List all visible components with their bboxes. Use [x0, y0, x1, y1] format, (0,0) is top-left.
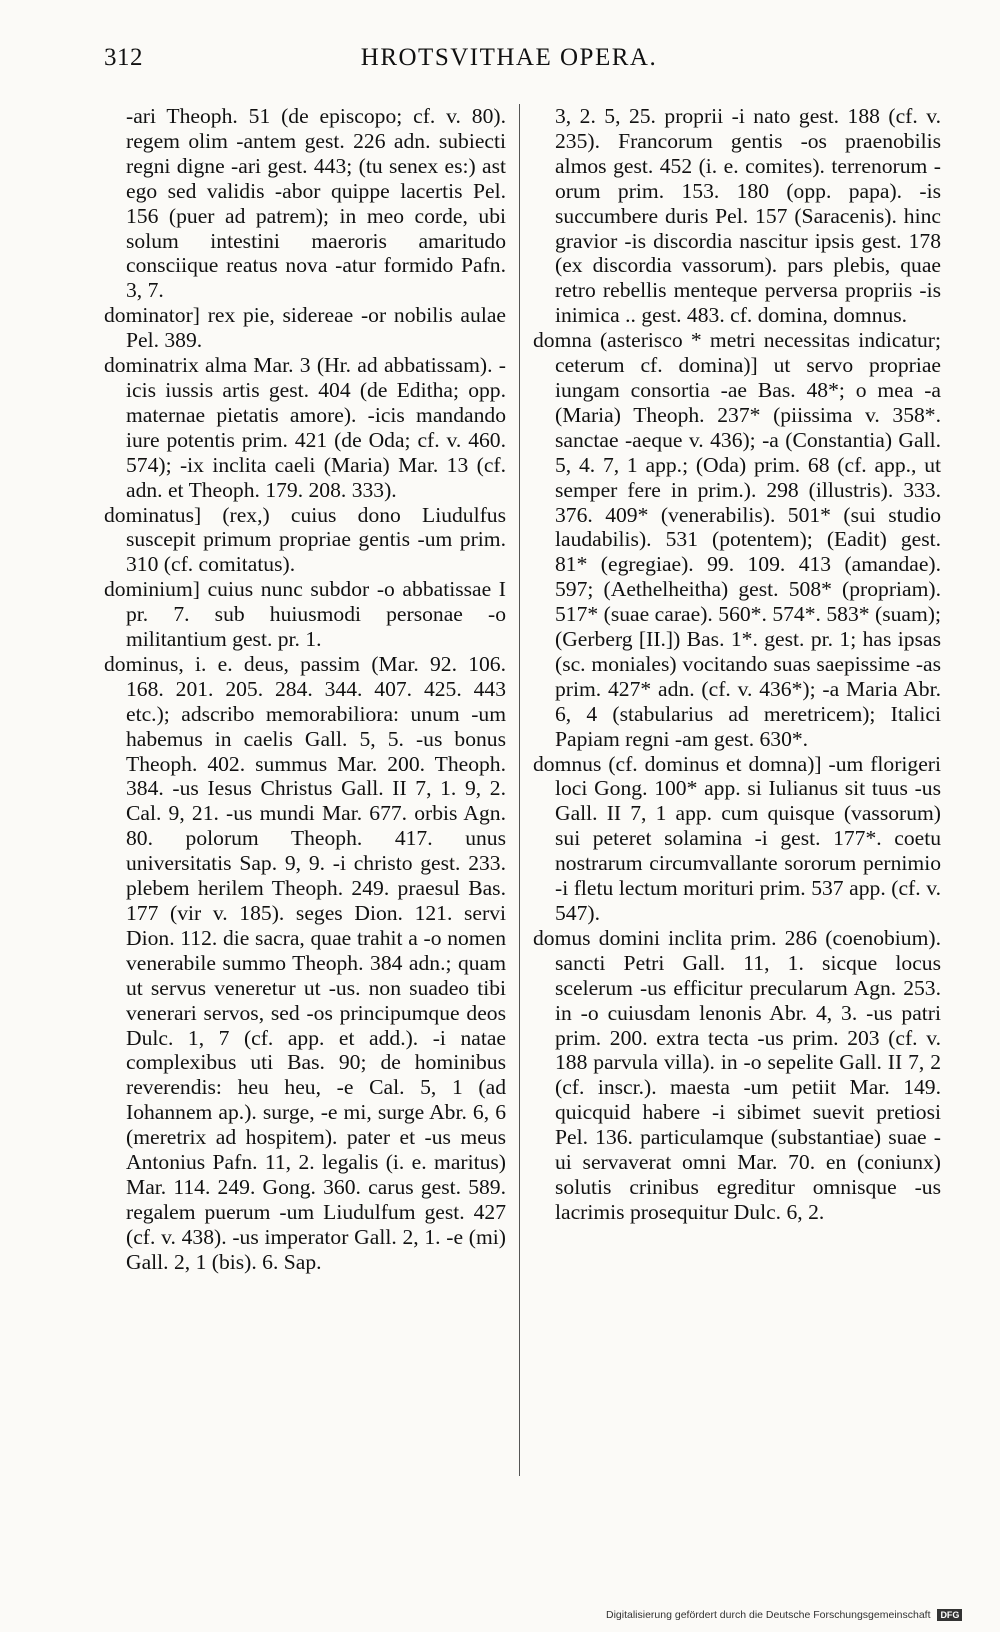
entry-dominatus: dominatus] (rex,) cuius dono Liudulfus suscepit primum propriae gentis -um prim. 310 (cf. comitatus). — [104, 502, 506, 577]
footer-credit — [606, 1609, 962, 1621]
right-column — [533, 104, 941, 1225]
entry-continuation: 3, 2. 5, 25. proprii -i nato gest. 188 (cf. v. 235). Francorum gentis -os praenobilis almos gest. 452 (i. e. comites). terrenorum -orum prim. 153. 180 (opp. papa). -is succumbere duris Pel. 157 (Saracenis). hinc gravior -is discordia nascitur ipsis gest. 178 (ex discordia vassorum). pars plebis, quae retro rebellis menteque perversa propriis -is inimica .. gest. 483. cf. domina, domnus. — [555, 104, 941, 328]
entry-domus: domus domini inclita prim. 286 (coenobium). sancti Petri Gall. 11, 1. sicque locus scelerum -us efficitur precularum Agn. 253. in -o cuiusdam lenonis Abr. 4, 3. -us patri prim. 200. extra tecta -us prim. 203 (cf. v. 188 parvula villa). in -o sepelite Gall. II 7, 2 (cf. inscr.). maesta -um petiit Mar. 149. quicquid habere -i sibimet suevit pretiosi Pel. 136. particulamque (substantiae) suae -ui servaverat omni Mar. 70. en (coniunx) solutis crinibus egreditur omnisque -us lacrimis prosequitur Dulc. 6, 2. — [533, 925, 941, 1224]
entry-dominus: dominus, i. e. deus, passim (Mar. 92. 106. 168. 201. 205. 284. 344. 407. 425. 443 etc.); adscribo memorabiliora: unum -um habemus in caelis Gall. 5, 5. -us bonus Theoph. 402. summus Mar. 200. Theoph. 384. -us Iesus Christus Gall. II 7, 1. 9, 2. Cal. 9, 21. -us mundi Mar. 677. orbis Agn. 80. polorum Theoph. 417. unus universitatis Sap. 9, 9. -i christo gest. 233. plebem herilem Theoph. 249. praesul Bas. 177 (vir v. 185). seges Dion. 121. servi Dion. 112. die sacra, quae trahit a -o nomen venerabile summo Theoph. 384 adn.; quam ut servus veneretur ut -us. non suadeo tibi venerari servos, sed -os principumque deos Dulc. 1, 7 (cf. app. et add.). -i natae complexibus uti Bas. 90; de hominibus reverendis: heu heu, -e Cal. 5, 1 (ad Iohannem ap.). surge, -e mi, surge Abr. 6, 6 (meretrix ad hospitem). pater et -us meus Antonius Pafn. 11, 2. legalis (i. e. maritus) Mar. 114. 249. Gong. 360. carus gest. 589. regalem puerum -um Liudulfum gest. 427 (cf. v. 438). -us imperator Gall. 2, 1. -e (mi) Gall. 2, 1 (bis). 6. Sap. — [104, 651, 506, 1274]
page-header — [104, 44, 914, 84]
entry-domna: domna (asterisco * metri necessitas indicatur; ceterum cf. domina)] ut servo propriae iungam consortia -ae Bas. 48*; o mea -a (Maria) Theoph. 237* (piissima v. 358*. sanctae -aeque v. 436); -a (Constantia) Gall. 5, 4. 7, 1 app.; (Oda) prim. 68 (cf. app., ut semper fere in prim.). 298 (illustris). 333. 376. 409* (venerabilis). 501* (sui studio laudabilis). 531 (potentem); (Eadit) gest. 81* (egregiae). 99. 109. 413 (amandae). 597; (Aethelheitha) gest. 508* (propriam). 517* (suae carae). 560*. 574*. 583* (suam); (Gerberg [II.]) Bas. 1*. gest. pr. 1; has ipsas (sc. moniales) vocitando suas saepissime -as prim. 427* adn. (cf. v. 436*); -a Maria Abr. 6, 4 (stabularius ad meretricem); Italici Papiam regni -am gest. 630*. — [533, 328, 941, 751]
column-divider — [519, 104, 520, 1476]
left-column — [104, 104, 506, 1275]
dfg-logo: DFG — [937, 1609, 962, 1621]
entry-dominium: dominium] cuius nunc subdor -o abbatissae I pr. 7. sub huiusmodi personae -o militantium gest. pr. 1. — [104, 577, 506, 652]
entry-domnus: domnus (cf. dominus et domna)] -um florigeri loci Gong. 100* app. si Iulianus sit tuus -us Gall. II 7, 1 app. cum quisque (vassorum) sui peteret solamina -i gest. 177*. coetu nostrarum circumvallante sororum pernimio -i fletu lectum morituri prim. 537 app. (cf. v. 547). — [533, 751, 941, 925]
entry-continuation: -ari Theoph. 51 (de episcopo; cf. v. 80). regem olim -antem gest. 226 adn. subiecti regni digne -ari gest. 443; (tu senex es:) ast ego sed validis -abor quippe lacertis Pel. 156 (puer ad patrem); in meo corde, ubi solum intestini maeroris amaritudo consciique reatus nova -atur formido Pafn. 3, 7. — [126, 104, 506, 303]
running-title: HROTSVITHAE OPERA. — [360, 44, 658, 71]
entry-dominator: dominator] rex pie, sidereae -or nobilis aulae Pel. 389. — [104, 303, 506, 353]
footer-credit-text: Digitalisierung gefördert durch die Deutsche Forschungsgemeinschaft — [606, 1609, 931, 1621]
page-number: 312 — [104, 44, 143, 71]
entry-dominatrix: dominatrix alma Mar. 3 (Hr. ad abbatissam). -icis iussis artis gest. 404 (de Editha; opp. maternae pietatis amore). -icis mandando iure potentis prim. 421 (de Oda; cf. v. 460. 574); -ix inclita caeli (Maria) Mar. 13 (cf. adn. et Theoph. 179. 208. 333). — [104, 353, 506, 502]
